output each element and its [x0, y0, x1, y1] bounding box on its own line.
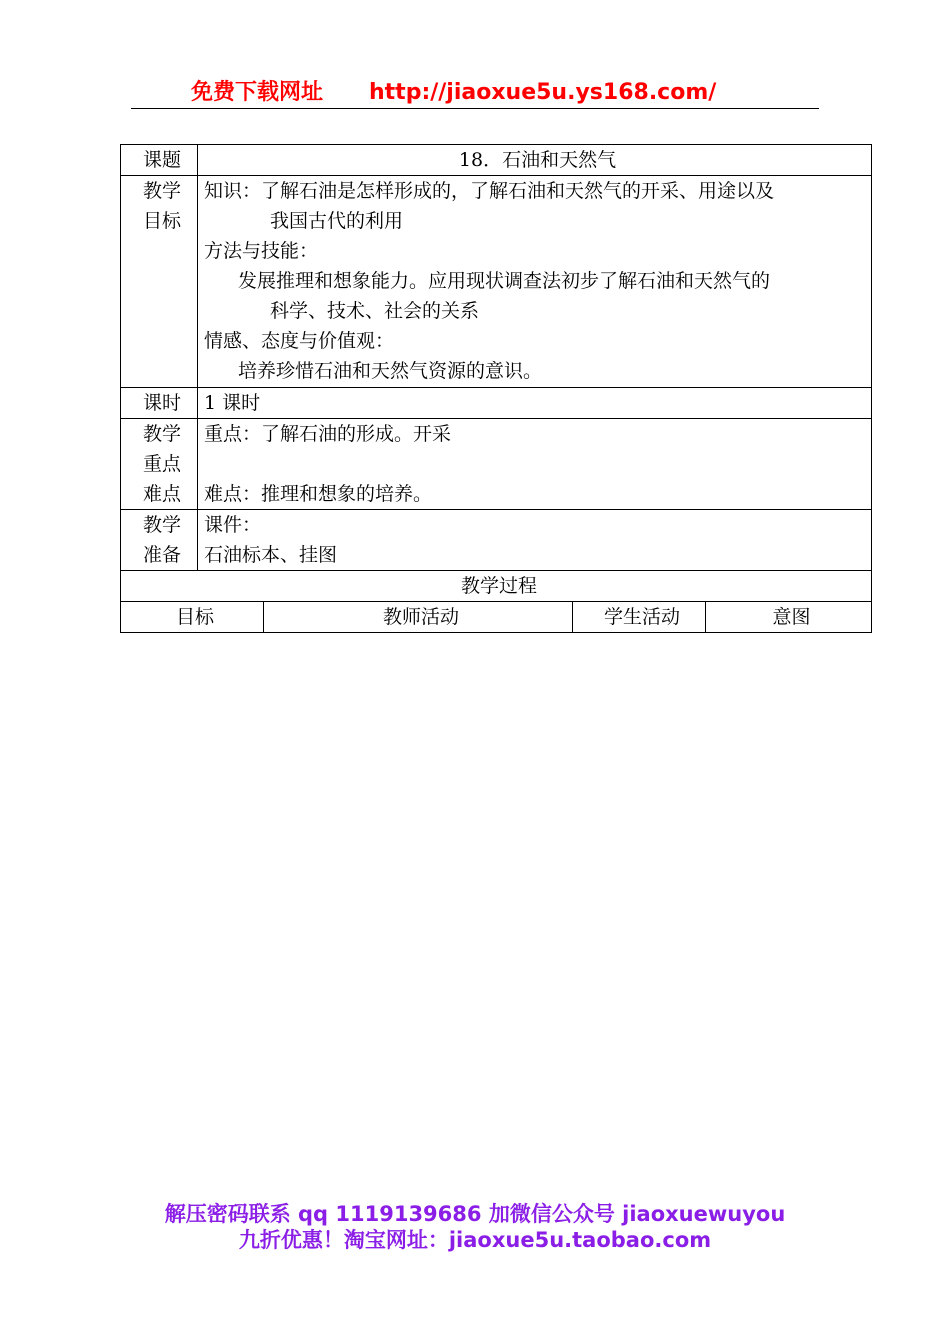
goal-knowledge: 知识：了解石油是怎样形成的，了解石油和天然气的开采、用途以及: [204, 180, 775, 202]
col-student-activity: 学生活动: [573, 602, 706, 633]
prep-label: 教学 准备: [121, 510, 198, 571]
goal-attitude-heading: 情感、态度与价值观：: [204, 330, 395, 352]
prep-content: 课件： 石油标本、挂图: [198, 510, 872, 571]
key-label: 教学 重点 难点: [121, 419, 198, 510]
goals-label: 教学 目标: [121, 176, 198, 388]
row-preparation: [121, 510, 872, 571]
row-process-title: [121, 571, 872, 602]
goal-skills: 发展推理和想象能力。应用现状调查法初步了解石油和天然气的: [238, 270, 771, 292]
header-label: 免费下载网址: [191, 80, 324, 105]
key-content: [198, 419, 872, 510]
col-goal: 目标: [121, 602, 264, 633]
row-key-points: [121, 419, 872, 510]
footer-shop: 九折优惠！淘宝网址：jiaoxue5u.taobao.com: [238, 1228, 712, 1252]
hours-label: 课时: [121, 388, 198, 419]
col-teacher-activity: 教师活动: [264, 602, 573, 633]
footer-contact: 解压密码联系 qq 1119139686 加微信公众号 jiaoxuewuyou: [164, 1202, 786, 1226]
header-url-link[interactable]: http://jiaoxue5u.ys168.com/: [369, 80, 717, 105]
goals-content: [198, 176, 872, 388]
row-columns: [121, 602, 872, 633]
goal-attitude: 培养珍惜石油和天然气资源的意识。: [238, 360, 543, 382]
page-header: [131, 78, 819, 109]
difficulties: 难点：推理和想象的培养。: [204, 483, 433, 505]
goal-skills-heading: 方法与技能：: [204, 240, 319, 262]
row-hours: [121, 388, 872, 419]
col-intent: 意图: [706, 602, 872, 633]
title-value: 18．石油和天然气: [198, 145, 872, 176]
goal-skills-cont: 科学、技术、社会的关系: [270, 300, 480, 322]
process-title: 教学过程: [121, 571, 872, 602]
title-label: 课题: [121, 145, 198, 176]
key-points: 重点：了解石油的形成。开采: [204, 423, 452, 445]
hours-value: 1 课时: [198, 388, 872, 419]
lesson-plan-table: [120, 144, 872, 633]
row-title: [121, 145, 872, 176]
row-goals: [121, 176, 872, 388]
goal-knowledge-cont: 我国古代的利用: [270, 210, 404, 232]
